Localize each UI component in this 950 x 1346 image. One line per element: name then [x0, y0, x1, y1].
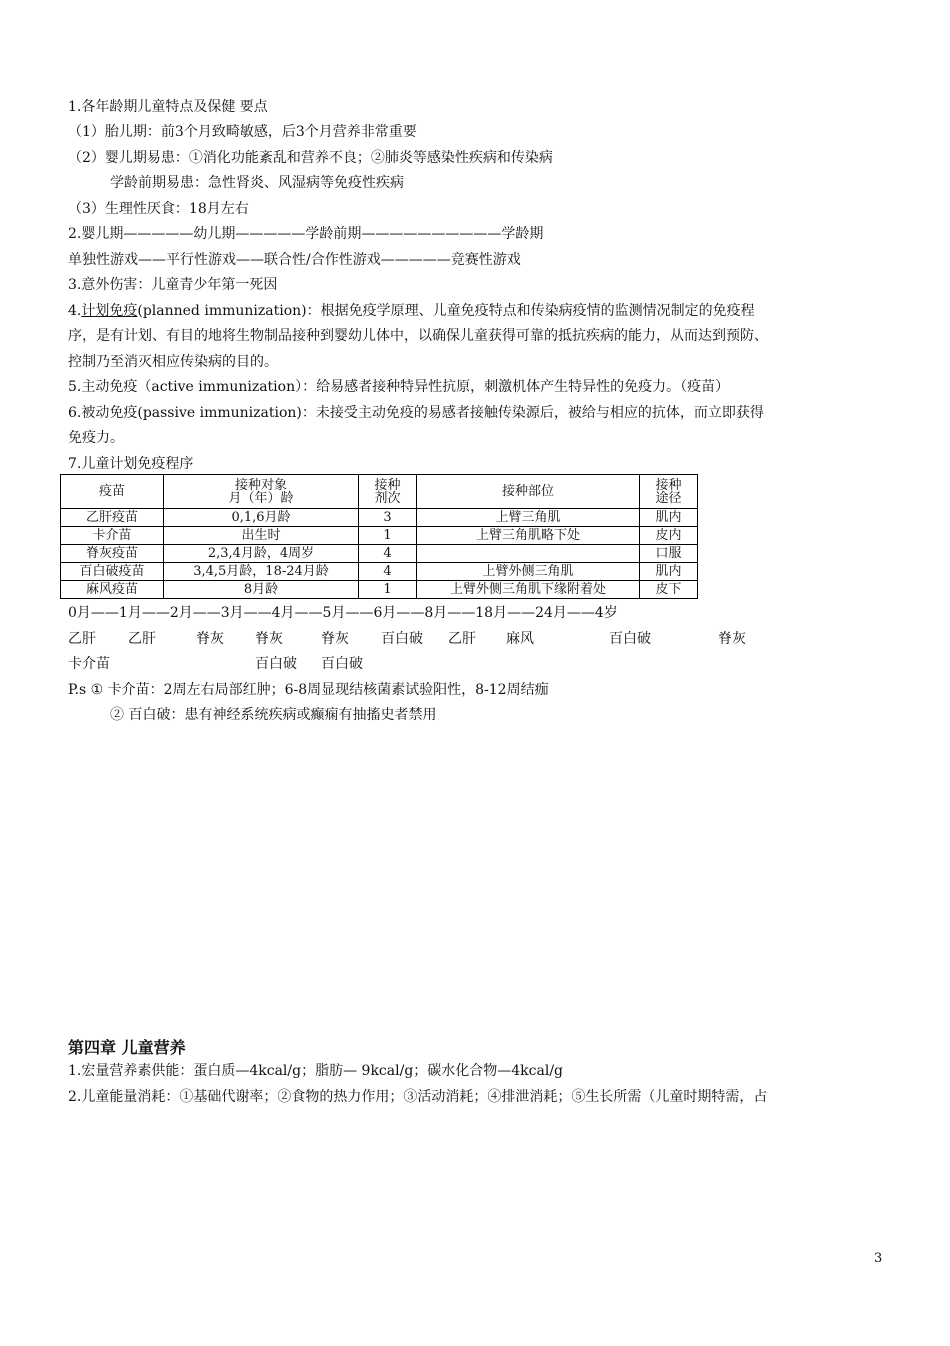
table-cell: 上臂三角肌 — [417, 509, 640, 527]
table-cell: 2,3,4月龄，4周岁 — [164, 545, 359, 563]
term-underlined: 计划免疫 — [81, 303, 138, 319]
text-line-planned-immunization — [68, 302, 755, 320]
immunization-table — [60, 474, 698, 599]
table-row — [61, 545, 698, 563]
table-cell: 肌内 — [640, 563, 698, 581]
table-cell: 百白破疫苗 — [61, 563, 164, 581]
text-line: （1）胎儿期：前3个月致畸敏感，后3个月营养非常重要 — [68, 124, 417, 140]
text-line: （3）生理性厌食：18月左右 — [68, 201, 249, 217]
timeline-vaccine: 脊灰 — [255, 631, 283, 647]
header-cell: 接种 剂次 — [359, 475, 417, 509]
timeline-axis: 0月——1月——2月——3月——4月——5月——6月——8月——18月——24月——4岁 — [68, 605, 618, 621]
timeline-row-2 — [68, 655, 868, 673]
text-line: 序，是有计划、有目的地将生物制品接种到婴幼儿体中，以确保儿童获得可靠的抵抗疾病的能力，从而达到预防、 — [68, 328, 768, 344]
table-cell — [417, 545, 640, 563]
table-cell: 出生时 — [164, 527, 359, 545]
text-line: 1.宏量营养素供能：蛋白质—4kcal/g；脂肪— 9kcal/g；碳水化合物—4kcal/g — [68, 1063, 564, 1079]
header-cell: 接种部位 — [417, 475, 640, 509]
text-line: 控制乃至消灭相应传染病的目的。 — [68, 354, 278, 370]
definition-text: (planned immunization)：根据免疫学原理、儿童免疫特点和传染病疫情的监测情况制定的免疫程 — [137, 303, 755, 319]
timeline-vaccine: 脊灰 — [321, 631, 349, 647]
table-cell: 肌内 — [640, 509, 698, 527]
table-cell: 麻风疫苗 — [61, 581, 164, 599]
text-line: 2.儿童能量消耗：①基础代谢率；②食物的热力作用；③活动消耗；④排泄消耗；⑤生长所需（儿童时期特需，占 — [68, 1089, 768, 1105]
table-cell: 口服 — [640, 545, 698, 563]
text-line: 3.意外伤害：儿童青少年第一死因 — [68, 277, 278, 293]
item-number: 4. — [68, 303, 82, 319]
table-row — [61, 563, 698, 581]
table-cell: 卡介苗 — [61, 527, 164, 545]
header-cell: 接种对象 月（年）龄 — [164, 475, 359, 509]
text-line: （2）婴儿期易患：①消化功能紊乱和营养不良；②肺炎等感染性疾病和传染病 — [68, 150, 553, 166]
timeline-vaccine: 百白破 — [609, 631, 651, 647]
text-line: 2.婴儿期—————幼儿期—————学龄前期——————————学龄期 — [68, 226, 544, 242]
timeline-vaccine: 卡介苗 — [68, 656, 110, 672]
table-cell: 脊灰疫苗 — [61, 545, 164, 563]
timeline-vaccine: 百白破 — [255, 656, 297, 672]
note-line: P.s ① 卡介苗：2周左右局部红肿；6-8周显现结核菌素试验阳性，8-12周结痂 — [68, 682, 549, 698]
timeline-vaccine: 麻风 — [506, 631, 534, 647]
table-cell: 上臂三角肌略下处 — [417, 527, 640, 545]
timeline-vaccine: 脊灰 — [196, 631, 224, 647]
table-cell: 上臂外侧三角肌下缘附着处 — [417, 581, 640, 599]
text-line: 免疫力。 — [68, 430, 124, 446]
note-line: ② 百白破：患有神经系统疾病或癫痫有抽搐史者禁用 — [110, 707, 437, 723]
table-cell: 0,1,6月龄 — [164, 509, 359, 527]
text-line: 学龄前期易患：急性肾炎、风湿病等免疫性疾病 — [110, 175, 404, 191]
timeline-vaccine: 乙肝 — [68, 631, 96, 647]
table-cell: 1 — [359, 527, 417, 545]
timeline-vaccine: 乙肝 — [128, 631, 156, 647]
table-cell: 4 — [359, 563, 417, 581]
table-cell: 3,4,5月龄，18-24月龄 — [164, 563, 359, 581]
table-row — [61, 527, 698, 545]
table-cell: 乙肝疫苗 — [61, 509, 164, 527]
page-number: 3 — [874, 1251, 883, 1266]
chapter-title: 第四章 儿童营养 — [68, 1038, 186, 1057]
table-caption: 7.儿童计划免疫程序 — [68, 456, 194, 472]
table-cell: 上臂外侧三角肌 — [417, 563, 640, 581]
timeline-vaccine: 脊灰 — [718, 631, 746, 647]
table-row — [61, 581, 698, 599]
table-cell: 皮内 — [640, 527, 698, 545]
timeline-vaccine: 百白破 — [381, 631, 423, 647]
table-row — [61, 509, 698, 527]
heading-age-periods: 1.各年龄期儿童特点及保健 要点 — [68, 99, 268, 115]
timeline-row-1 — [68, 630, 868, 648]
header-cell: 疫苗 — [61, 475, 164, 509]
timeline-vaccine: 乙肝 — [448, 631, 476, 647]
text-line: 5.主动免疫（active immunization）：给易感者接种特异性抗原，刺激机体产生特异性的免疫力。（疫苗） — [68, 379, 730, 395]
text-line: 单独性游戏——平行性游戏——联合性/合作性游戏—————竞赛性游戏 — [68, 252, 521, 268]
table-cell: 1 — [359, 581, 417, 599]
table-header-row — [61, 475, 698, 509]
table-cell: 皮下 — [640, 581, 698, 599]
header-cell: 接种 途径 — [640, 475, 698, 509]
text-line: 6.被动免疫(passive immunization)：未接受主动免疫的易感者接触传染源后，被给与相应的抗体，而立即获得 — [68, 405, 764, 421]
table-cell: 8月龄 — [164, 581, 359, 599]
table-cell: 3 — [359, 509, 417, 527]
table-cell: 4 — [359, 545, 417, 563]
timeline-vaccine: 百白破 — [321, 656, 363, 672]
